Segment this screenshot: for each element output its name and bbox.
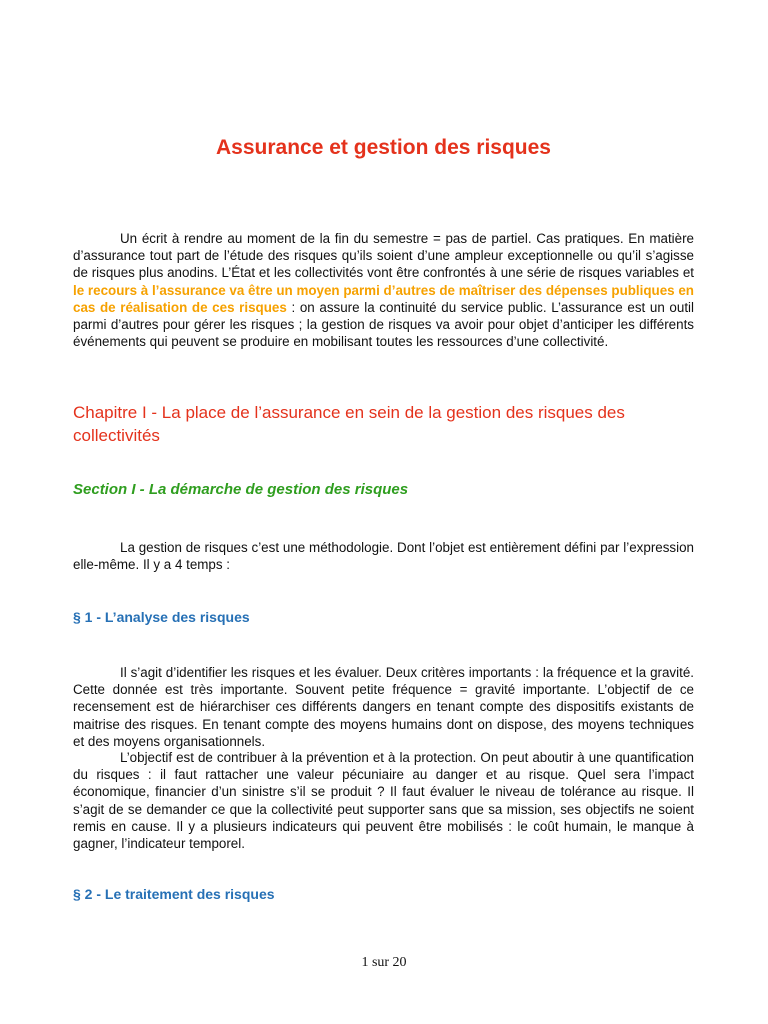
intro-text-start: Un écrit à rendre au moment de la fin du semestre = pas de partiel. Cas pratiques. En matière d’assurance tout part de l’étude des risques qu’ils soient d’une ampleur exceptionnelle ou qu’il s’agisse de risques plus anodins. L’État et les collectivités vont être confrontés à une série de risques variables et [73, 231, 694, 281]
section-intro-paragraph: La gestion de risques c’est une méthodologie. Dont l’objet est entièrement défini par l’expression elle-même. Il y a 4 temps : [73, 540, 694, 573]
page-number: 1 sur 20 [361, 955, 407, 970]
paragraph-2-heading: § 2 - Le traitement des risques [73, 886, 275, 902]
section-heading: Section I - La démarche de gestion des risques [73, 481, 409, 498]
intro-text-end: : on assure la continuité du service public. L’assurance est un outil parmi d’autres pour gérer les risques ; la gestion de risques va avoir pour objet d’anticiper les différents événements qui peuvent se produire en mobilisant toutes les ressources d’une collectivité. [73, 299, 694, 350]
paragraph-1-text-2: L’objectif est de contribuer à la prévention et à la protection. On peut aboutir à une quantification du risques : il faut rattacher une valeur pécuniaire au danger et au risque. Quel sera l’impact économique, financier d’un sinistre s’il se produit ? Il faut évaluer le niveau de tolérance au risque. Il s’agit de se demander ce que la collectivité peut supporter sans que sa mission, ses objectifs ne soient remis en cause. Il y a plusieurs indicateurs qui peuvent être mobilisés : le coût humain, le manque à gagner, l’indicateur temporel. [73, 750, 694, 852]
intro-highlight: le recours à l’assurance va être un moyen parmi d’autres de maîtriser des dépenses publiques en cas de réalisation de ces risques [73, 282, 694, 315]
paragraph-1-text-1: Il s’agit d’identifier les risques et les évaluer. Deux critères importants : la fréquence et la gravité. Cette donnée est très importante. Souvent petite fréquence = gravité importante. L’objectif de ce recensement est de hiérarchiser ces différents dangers en tenant compte des dispositifs existants de maitrise des risques. En tenant compte des moyens humains dont on dispose, des moyens techniques et des moyens organisationnels. [73, 665, 694, 749]
intro-paragraph [73, 230, 694, 350]
chapter-heading: Chapitre I - La place de l’assurance en sein de la gestion des risques des collectivités [73, 403, 625, 445]
paragraph-1-heading: § 1 - L’analyse des risques [73, 609, 250, 625]
document-title: Assurance et gestion des risques [216, 136, 551, 159]
